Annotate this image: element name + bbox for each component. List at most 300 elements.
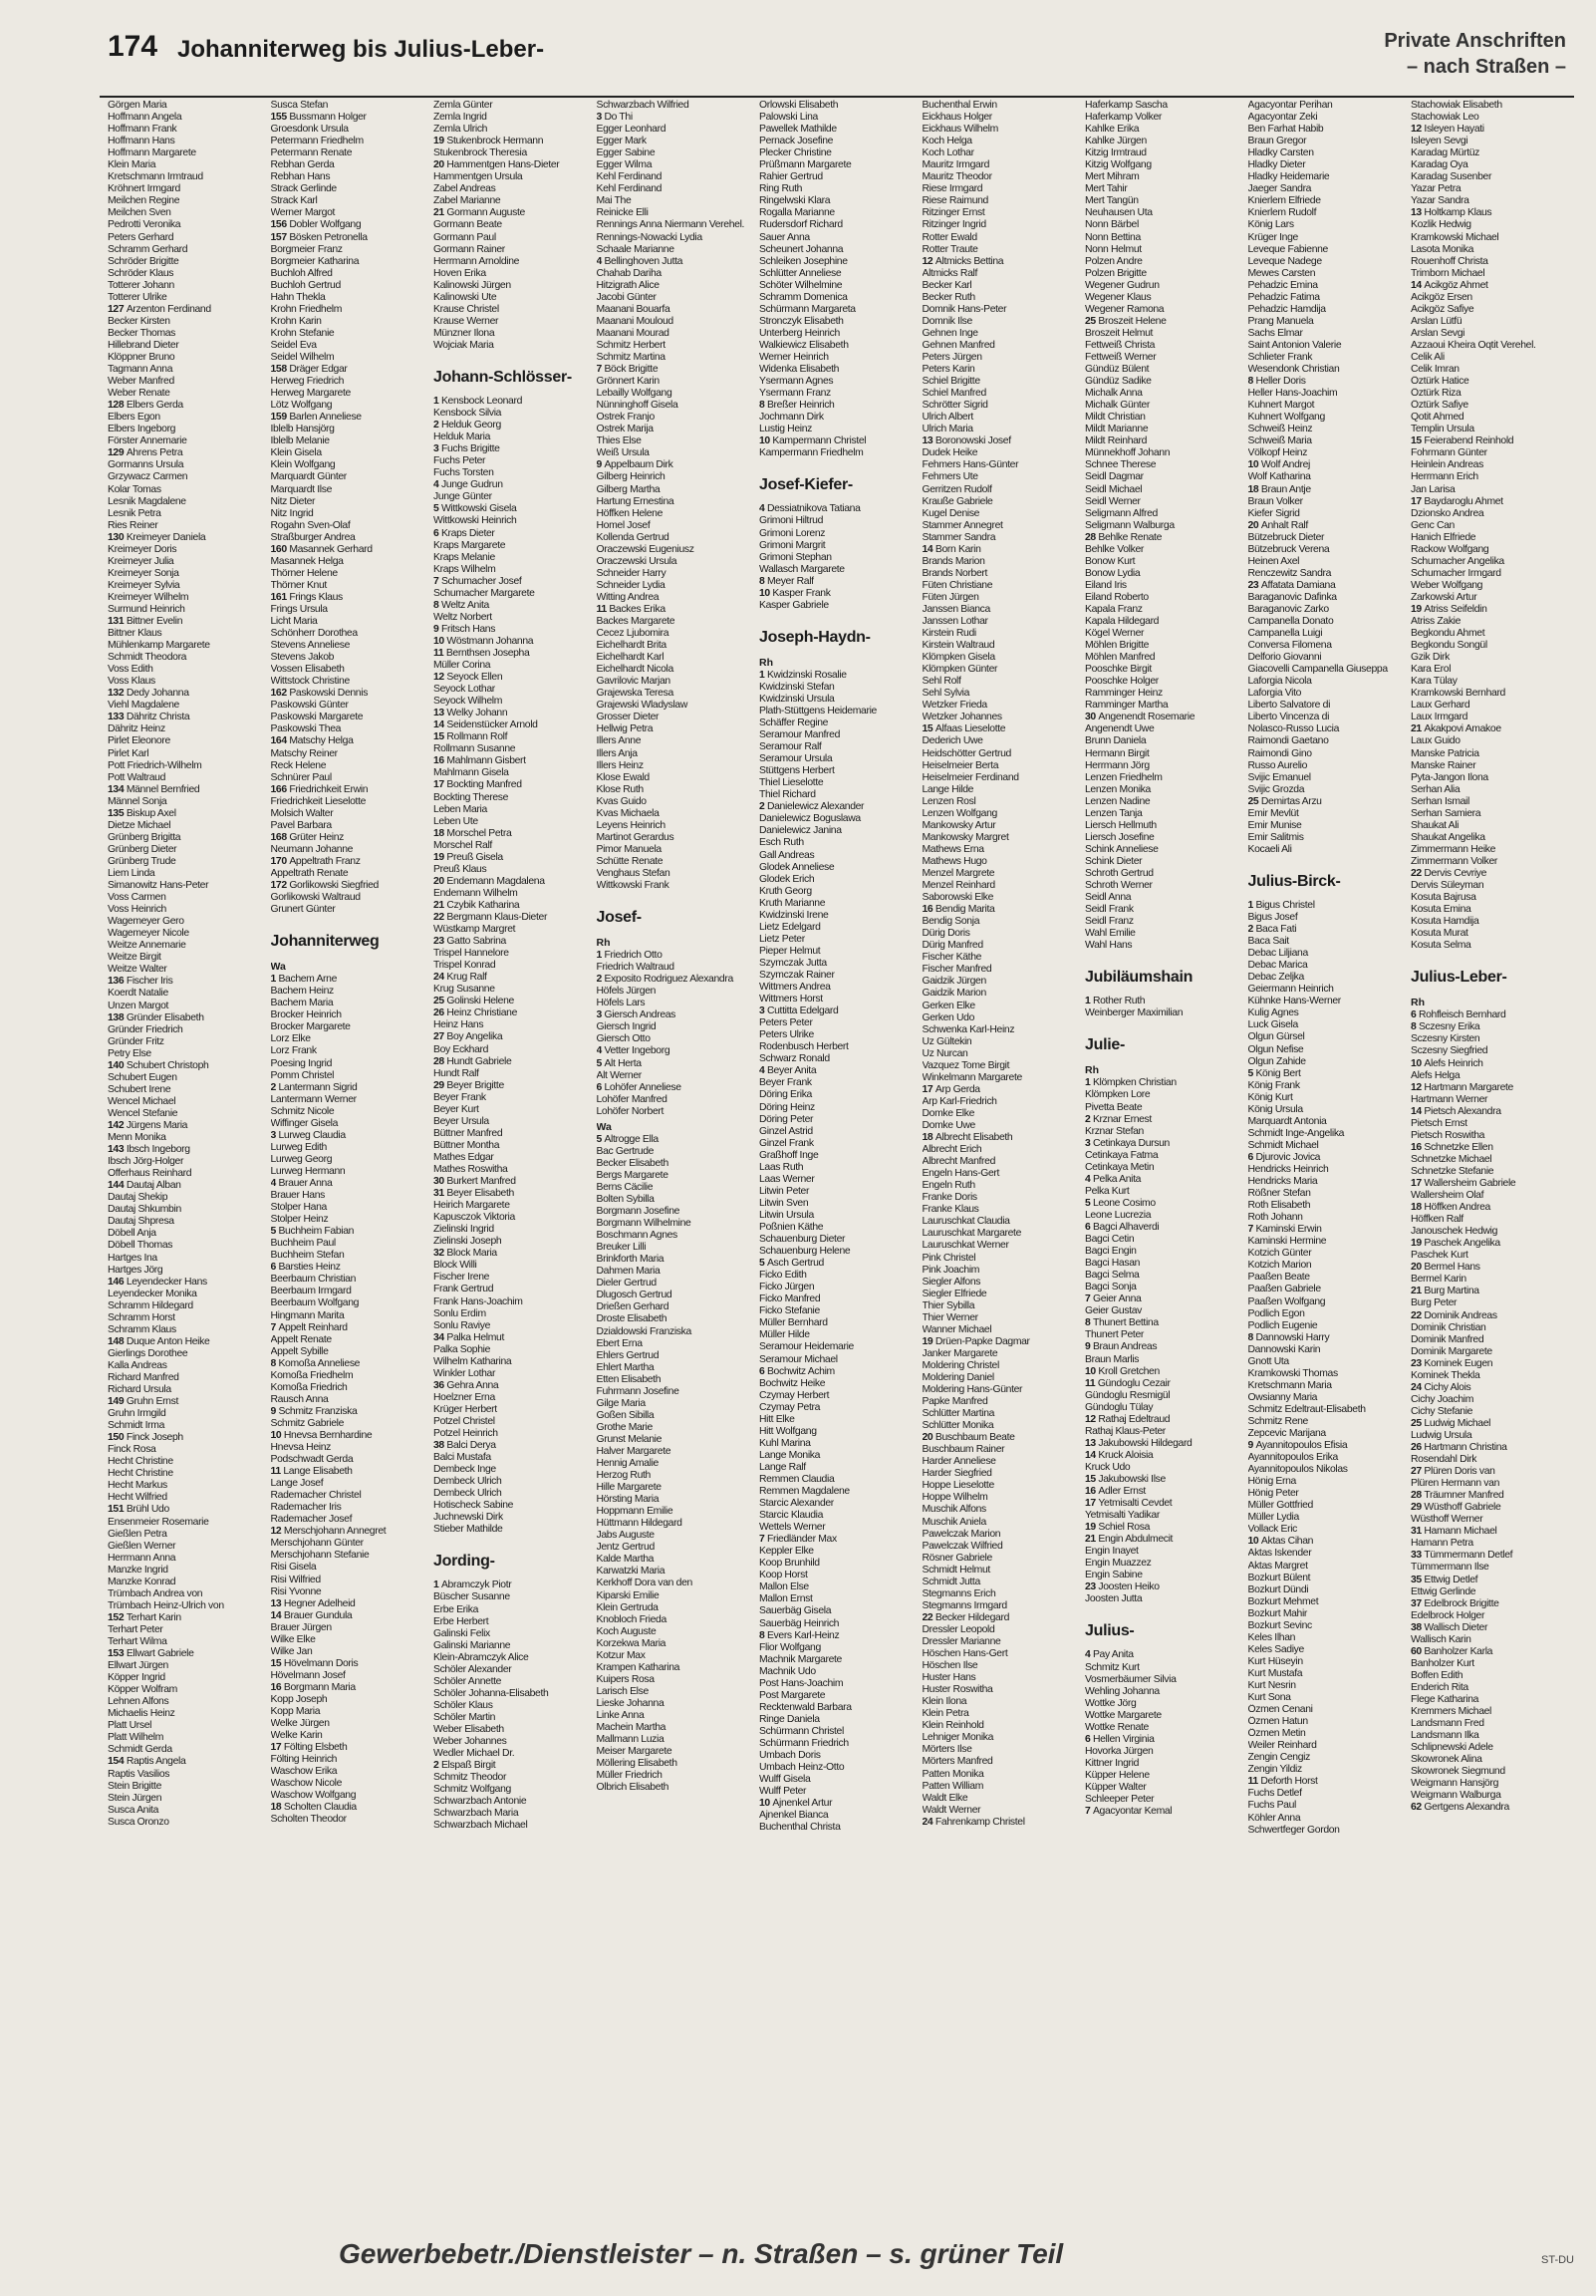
resident-entry: 30 Burkert Manfred [433, 1176, 516, 1188]
house-number: 156 [270, 219, 290, 231]
resident-entry: Eickhaus Holger [922, 112, 992, 124]
resident-entry: Hendricks Maria [1247, 1176, 1318, 1188]
house-number: 8 [433, 599, 441, 611]
resident-entry: 153 Ellwart Gabriele [108, 1648, 194, 1660]
house-number: 10 [1085, 1365, 1099, 1377]
resident-entry: Höffken Helene [596, 507, 664, 519]
resident-entry: Zabel Andreas [433, 183, 496, 195]
resident-entry: Herzog Ruth [596, 1470, 651, 1482]
resident-entry: Pieper Helmut [759, 945, 821, 957]
resident-entry: Litwin Sven [759, 1197, 809, 1209]
resident-entry: Hoppe Wilhelm [922, 1492, 988, 1504]
resident-entry: Schöler Klaus [433, 1699, 493, 1711]
resident-entry: 1 Klömpken Christian [1085, 1077, 1177, 1089]
resident-entry: Nolasco-Russo Lucia [1247, 723, 1340, 735]
resident-entry: Gormann Beate [433, 219, 502, 231]
resident-entry: Knierlem Rudolf [1247, 207, 1317, 219]
resident-entry: 1 Rother Ruth [1085, 996, 1146, 1007]
page-range-title: Johanniterweg bis Julius-Leber- [177, 36, 545, 63]
resident-entry: Sauer Anna [759, 231, 810, 243]
resident-entry: Jentz Gertrud [596, 1542, 655, 1554]
resident-entry: 160 Masannek Gerhard [270, 543, 373, 555]
resident-entry: Schmidt Michael [1247, 1139, 1319, 1151]
resident-entry: Thörner Helene [270, 567, 338, 579]
house-number: 131 [108, 616, 127, 628]
resident-entry: Kraps Wilhelm [433, 563, 496, 575]
resident-entry: Olgun Zahide [1247, 1055, 1306, 1067]
resident-entry: Möhlen Manfred [1085, 652, 1156, 664]
house-number: 148 [108, 1335, 127, 1347]
resident-entry: 13 Holtkamp Klaus [1411, 207, 1492, 219]
house-number: 38 [433, 1440, 447, 1452]
resident-entry: Muschik Aniela [922, 1516, 986, 1528]
house-number: 4 [596, 1045, 605, 1057]
resident-entry: Kapala Hildegard [1085, 616, 1160, 628]
resident-entry: 127 Arzenton Ferdinand [108, 303, 211, 315]
resident-entry: Lesnik Magdalene [108, 495, 186, 507]
house-number: 20 [433, 159, 447, 171]
resident-entry: Wallersheim Olaf [1411, 1190, 1484, 1202]
resident-entry: 7 Böck Brigitte [596, 364, 659, 376]
house-number: 168 [270, 831, 290, 843]
house-number: 15 [1085, 1473, 1099, 1485]
resident-entry: Stevens Jakob [270, 652, 335, 664]
resident-entry: Reinicke Elli [596, 207, 649, 219]
resident-entry: 6 Bagci Alhaverdi [1085, 1221, 1160, 1233]
resident-entry: Leyens Heinrich [596, 819, 665, 831]
resident-entry: 7 Appelt Reinhard [270, 1321, 348, 1333]
resident-entry: Krause Werner [433, 315, 499, 327]
resident-entry: Weber Renate [108, 388, 170, 400]
resident-entry: Thörner Knut [270, 579, 327, 591]
resident-entry: Lurweg Hermann [270, 1165, 346, 1177]
resident-entry: Mai The [596, 195, 632, 207]
house-number: 28 [433, 1055, 447, 1067]
resident-entry: Engeln Ruth [922, 1180, 975, 1192]
resident-entry: Fuchs Detlef [1247, 1788, 1302, 1800]
resident-entry: 19 Schiel Rosa [1085, 1522, 1151, 1534]
resident-entry: 12 Hartmann Margarete [1411, 1081, 1513, 1093]
resident-entry: Seligmann Alfred [1085, 507, 1158, 519]
resident-entry: 21 Burg Martina [1411, 1286, 1479, 1297]
resident-entry: Mathews Hugo [922, 855, 987, 867]
resident-entry: Engin Inayet [1085, 1546, 1139, 1558]
resident-entry: Kuipers Rosa [596, 1673, 655, 1685]
street-heading: Johanniterweg [270, 933, 380, 951]
resident-entry: Wencel Stefanie [108, 1107, 178, 1119]
resident-entry: Plath-Stüttgens Heidemarie [759, 705, 877, 717]
resident-entry: Buschbaum Rainer [922, 1444, 1005, 1456]
resident-entry: 15 Alfaas Lieselotte [922, 723, 1006, 735]
resident-entry: 15 Hövelmann Doris [270, 1657, 359, 1669]
resident-entry: 9 Ayannitopoulos Efisia [1247, 1440, 1348, 1452]
resident-entry: Brands Norbert [922, 567, 988, 579]
resident-entry: Kittner Ingrid [1085, 1757, 1140, 1769]
house-number: 8 [1247, 376, 1256, 388]
resident-entry: Kwidzinski Ursula [759, 693, 835, 705]
resident-entry: Landsmann Ilka [1411, 1730, 1479, 1742]
resident-entry: 30 Angenendt Rosemarie [1085, 712, 1196, 723]
house-number: 21 [1085, 1534, 1099, 1546]
resident-entry: 154 Raptis Angela [108, 1756, 186, 1768]
resident-entry: Droste Elisabeth [596, 1313, 667, 1325]
house-number: 3 [1085, 1137, 1093, 1149]
resident-entry: 14 Brauer Gundula [270, 1609, 353, 1621]
resident-entry: Hoffmann Margarete [108, 147, 196, 159]
resident-entry: Paaßen Wolfgang [1247, 1295, 1326, 1307]
resident-entry: Viehl Magdalene [108, 700, 179, 712]
resident-entry: Bockting Therese [433, 791, 509, 803]
resident-entry: Dürig Doris [922, 928, 970, 940]
resident-entry: Leveque Fabienne [1247, 243, 1328, 255]
resident-entry: Lenzen Rosl [922, 795, 976, 807]
house-number: 172 [270, 880, 290, 892]
resident-entry: 25 Golinski Helene [433, 996, 514, 1007]
house-number: 19 [1411, 1238, 1425, 1250]
house-number: 10 [759, 587, 773, 599]
resident-entry: Koerdt Natalie [108, 988, 168, 1000]
resident-entry: Thier Werner [922, 1311, 978, 1323]
resident-entry: Owsianny Maria [1247, 1391, 1318, 1403]
resident-entry: Lenzen Friedhelm [1085, 771, 1163, 783]
resident-entry: Domke Elke [922, 1107, 975, 1119]
resident-entry: Egger Wilma [596, 159, 653, 171]
resident-entry: Juchnewski Dirk [433, 1512, 503, 1524]
resident-entry: Eiland Iris [1085, 579, 1127, 591]
resident-entry: Zemla Ingrid [433, 112, 487, 124]
resident-entry: Landsmann Fred [1411, 1718, 1484, 1730]
resident-entry: Beyer Frank [759, 1077, 812, 1089]
resident-entry: Conversa Filomena [1247, 640, 1332, 652]
resident-entry: Klose Ewald [596, 771, 650, 783]
resident-entry: Czymay Herbert [759, 1389, 830, 1401]
resident-entry: Templin Ursula [1411, 424, 1474, 435]
house-number: 20 [1411, 1262, 1425, 1274]
resident-entry: Öztürk Hatice [1411, 376, 1469, 388]
resident-entry: Hoffmann Angela [108, 112, 182, 124]
house-number: 138 [108, 1011, 127, 1023]
resident-entry: Vollack Eric [1247, 1524, 1298, 1536]
resident-entry: 152 Terhart Karin [108, 1611, 181, 1623]
street-heading: Julius-Birck- [1247, 872, 1341, 890]
resident-entry: Laas Ruth [759, 1161, 804, 1173]
resident-entry: Koch Lothar [922, 147, 974, 159]
resident-entry: Helduk Maria [433, 431, 491, 443]
resident-entry: Menn Monika [108, 1132, 166, 1144]
resident-entry: Karadag Oya [1411, 159, 1468, 171]
resident-entry: Dzionsko Andrea [1411, 507, 1484, 519]
resident-entry: Kiefer Sigrid [1247, 507, 1300, 519]
resident-entry: Pelka Kurt [1085, 1185, 1130, 1197]
house-number: 12 [922, 255, 935, 267]
house-number: 1 [759, 669, 767, 681]
resident-entry: 17 Baydaroglu Ahmet [1411, 495, 1503, 507]
resident-entry: Erbe Erika [433, 1603, 479, 1615]
house-number: 8 [759, 1629, 767, 1641]
resident-entry: 12 Rathaj Edeltraud [1085, 1413, 1171, 1425]
resident-entry: Kaminski Hermine [1247, 1236, 1327, 1248]
resident-entry: Kehl Ferdinand [596, 171, 663, 183]
resident-entry: Hanich Elfriede [1411, 531, 1476, 543]
resident-entry: Boffen Edith [1411, 1669, 1463, 1681]
resident-entry: Mallon Else [759, 1581, 809, 1593]
resident-entry: Wagemeyer Gero [108, 916, 184, 928]
resident-entry: Korzekwa Maria [596, 1637, 666, 1649]
resident-entry: Brocker Heinrich [270, 1009, 342, 1021]
resident-entry: 23 Joosten Heiko [1085, 1581, 1160, 1593]
resident-entry: Krauße Gabriele [922, 495, 993, 507]
resident-entry: Komoßa Friedhelm [270, 1369, 354, 1381]
house-number: 6 [1085, 1221, 1093, 1233]
resident-entry: Schramm Domenica [759, 291, 848, 303]
house-number: 16 [270, 1681, 284, 1693]
resident-entry: Büttner Montha [433, 1139, 500, 1151]
resident-entry: Kahlke Jürgen [1085, 136, 1147, 147]
resident-entry: Mildt Marianne [1085, 424, 1149, 435]
house-number: 142 [108, 1119, 127, 1131]
house-number: 2 [270, 1081, 279, 1093]
resident-entry: Meilchen Regine [108, 195, 180, 207]
resident-entry: Schumacher Margarete [433, 587, 535, 599]
resident-entry: Banholzer Kurt [1411, 1657, 1474, 1669]
resident-entry: Hoelzner Erna [433, 1391, 495, 1403]
resident-entry: Leben Maria [433, 803, 487, 815]
resident-entry: Wanner Michael [922, 1323, 992, 1335]
resident-entry: 2 Exposito Rodriguez Alexandra [596, 974, 733, 986]
resident-entry: Laas Werner [759, 1173, 815, 1185]
resident-entry: Molsich Walter [270, 807, 334, 819]
house-number: 19 [1411, 603, 1425, 615]
house-number: 31 [433, 1188, 447, 1200]
resident-entry: Kröhnert Irmgard [108, 183, 180, 195]
house-number: 27 [1411, 1466, 1425, 1478]
resident-entry: Kurt Mustafa [1247, 1667, 1303, 1679]
resident-entry: Herrmann Jörg [1085, 759, 1150, 771]
resident-entry: Stein Jürgen [108, 1792, 162, 1804]
resident-entry: 144 Dautaj Alban [108, 1180, 181, 1192]
resident-entry: Grajewski Wladyslaw [596, 700, 688, 712]
resident-entry: Schlipnewski Adele [1411, 1742, 1493, 1754]
resident-entry: Remmen Magdalene [759, 1486, 850, 1498]
resident-entry: Liberto Vincenza di [1247, 712, 1330, 723]
resident-entry: Strack Karl [270, 195, 318, 207]
resident-entry: Sczesny Siegfried [1411, 1045, 1488, 1057]
resident-entry: Laux Guido [1411, 735, 1461, 747]
resident-entry: Dahmen Maria [596, 1266, 661, 1278]
resident-entry: Domke Uwe [922, 1119, 975, 1131]
resident-entry: Knobloch Frieda [596, 1613, 666, 1625]
resident-entry: Scheunert Johanna [759, 243, 844, 255]
resident-entry: Klein Ilona [922, 1696, 967, 1708]
resident-entry: Kasper Gabriele [759, 599, 829, 611]
district-code: Rh [1085, 1064, 1099, 1077]
resident-entry: 10 Kampermann Christel [759, 435, 867, 447]
resident-entry: Ringelwski Klara [759, 195, 831, 207]
resident-entry: Sachs Elmar [1247, 327, 1303, 339]
resident-entry: Joosten Jutta [1085, 1593, 1143, 1605]
resident-entry: Gündoglu Tülay [1085, 1401, 1154, 1413]
house-number: 10 [270, 1429, 284, 1441]
resident-entry: Pawellek Mathilde [759, 124, 837, 136]
house-number: 146 [108, 1276, 127, 1288]
resident-entry: Pawelczak Wilfried [922, 1540, 1003, 1552]
resident-entry: Seramour Ursula [759, 753, 833, 765]
resident-entry: 7 Friedländer Max [759, 1534, 837, 1546]
resident-entry: Herrmann Anna [108, 1552, 176, 1564]
resident-entry: Machnik Margarete [759, 1653, 842, 1665]
house-number: 7 [596, 364, 605, 376]
resident-entry: 19 Drüen-Papke Dagmar [922, 1335, 1030, 1347]
resident-entry: Gierlings Dorothee [108, 1347, 188, 1359]
resident-entry: Winkelmann Margarete [922, 1071, 1022, 1083]
house-number: 13 [922, 435, 935, 447]
resident-entry: 4 Bellinghoven Jutta [596, 255, 683, 267]
resident-entry: Risi Yvonne [270, 1585, 322, 1597]
resident-entry: 4 Junge Gudrun [433, 479, 503, 491]
resident-entry: Schauenburg Helene [759, 1246, 851, 1258]
house-number: 33 [1411, 1550, 1425, 1562]
resident-entry: Kosuta Hamdija [1411, 916, 1479, 928]
resident-entry: Wehling Johanna [1085, 1685, 1160, 1697]
resident-entry: Paskowski Günter [270, 700, 349, 712]
house-number: 20 [922, 1432, 935, 1444]
resident-entry: Münnekhoff Johann [1085, 447, 1171, 459]
resident-entry: 20 Hammentgen Hans-Dieter [433, 159, 560, 171]
resident-entry: Ebert Erna [596, 1337, 643, 1349]
resident-entry: Ben Farhat Habib [1247, 124, 1324, 136]
resident-entry: Stammer Sandra [922, 531, 996, 543]
resident-entry: 31 Hamann Michael [1411, 1526, 1497, 1538]
resident-entry: Waldt Elke [922, 1792, 968, 1804]
resident-entry: Fischer Käthe [922, 952, 982, 964]
resident-entry: 149 Gruhn Ernst [108, 1396, 178, 1408]
resident-entry: Groesdonk Ursula [270, 124, 349, 136]
resident-entry: 6 Lohöfer Anneliese [596, 1081, 681, 1093]
resident-entry: Weiler Reinhard [1247, 1740, 1317, 1752]
resident-entry: Schürmann Margareta [759, 303, 856, 315]
resident-entry: Kruck Udo [1085, 1461, 1131, 1473]
resident-entry: Bonow Lydia [1085, 567, 1141, 579]
resident-entry: Zielinski Ingrid [433, 1224, 494, 1236]
house-number: 5 [270, 1226, 279, 1238]
resident-entry: Siegler Elfriede [922, 1288, 987, 1299]
resident-entry: Gormanns Ursula [108, 459, 184, 471]
resident-entry: Friedrich Waltraud [596, 962, 674, 974]
resident-entry: Mildt Reinhard [1085, 435, 1148, 447]
resident-entry: Brauer Jürgen [270, 1621, 332, 1633]
resident-entry: Stukenbrock Theresia [433, 147, 527, 159]
resident-entry: Azzaoui Kheira Oqtit Verehel. [1411, 339, 1536, 351]
resident-entry: Kuhl Marina [759, 1437, 811, 1449]
resident-entry: Egger Mark [596, 136, 647, 147]
house-number: 12 [1085, 1413, 1099, 1425]
resident-entry: Seidel Eva [270, 339, 317, 351]
resident-entry: Werner Margot [270, 207, 336, 219]
resident-entry: 6 Rohfleisch Bernhard [1411, 1009, 1506, 1021]
resident-entry: Svijic Emanuel [1247, 771, 1311, 783]
house-number: 14 [1411, 1105, 1425, 1117]
resident-entry: 10 Wolf Andrej [1247, 459, 1310, 471]
house-number: 5 [433, 503, 441, 515]
resident-entry: Campanella Donato [1247, 616, 1334, 628]
house-number: 6 [596, 1081, 605, 1093]
resident-entry: Lauruschkat Werner [922, 1240, 1009, 1252]
resident-entry: Schiel Brigitte [922, 376, 980, 388]
resident-entry: Gründer Friedrich [108, 1023, 183, 1035]
resident-entry: 5 Buchheim Fabian [270, 1226, 355, 1238]
resident-entry: Laforgia Nicola [1247, 676, 1312, 688]
resident-entry: Schmitz Theodor [433, 1772, 507, 1784]
resident-entry: Gilberg Martha [596, 483, 661, 495]
resident-entry: Schmidt Helmut [922, 1564, 990, 1576]
directory-column [433, 100, 597, 2202]
resident-entry: Scholten Theodor [270, 1814, 347, 1826]
resident-entry: Lurweg Georg [270, 1153, 333, 1165]
resident-entry: Schweiß Heinz [1247, 424, 1313, 435]
resident-entry: Friedrichkeit Lieselotte [270, 795, 367, 807]
resident-entry: Wottke Renate [1085, 1721, 1149, 1733]
resident-entry: 164 Matschy Helga [270, 735, 354, 747]
resident-entry: 8 Evers Karl-Heinz [759, 1629, 840, 1641]
house-number: 12 [270, 1526, 284, 1538]
resident-entry: 136 Fischer Iris [108, 976, 173, 988]
resident-entry: Bochwitz Heike [759, 1377, 826, 1389]
resident-entry: Trümbach Andrea von [108, 1587, 203, 1599]
resident-entry: Stammer Annegret [922, 519, 1003, 531]
house-number: 32 [433, 1248, 447, 1260]
resident-entry: Stüttgens Herbert [759, 765, 835, 777]
resident-entry: Hartmann Werner [1411, 1093, 1488, 1105]
resident-entry: Beerbaum Irmgard [270, 1286, 352, 1297]
resident-entry: Podlich Eugenie [1247, 1319, 1318, 1331]
resident-entry: 22 Becker Hildegard [922, 1611, 1010, 1623]
resident-entry: Recktenwald Barbara [759, 1701, 852, 1713]
resident-entry: Rademacher Josef [270, 1514, 353, 1526]
resident-entry: Trümbach Heinz-Ulrich von [108, 1599, 224, 1611]
resident-entry: Iblelb Melanie [270, 435, 330, 447]
resident-entry: Serhan Samiera [1411, 807, 1481, 819]
resident-entry: Wiffinger Gisela [270, 1117, 339, 1129]
resident-entry: Homel Josef [596, 519, 651, 531]
resident-entry: Stein Brigitte [108, 1780, 162, 1792]
house-number: 7 [1085, 1806, 1093, 1818]
house-number: 8 [1085, 1317, 1093, 1329]
resident-entry: Dannowski Karin [1247, 1343, 1321, 1355]
resident-entry: Döring Peter [759, 1113, 814, 1125]
resident-entry: Lohöfer Manfred [596, 1093, 667, 1105]
resident-entry: Schramm Hildegard [108, 1299, 193, 1311]
resident-entry: Peters Gerhard [108, 231, 174, 243]
resident-entry: Peters Peter [759, 1017, 813, 1029]
resident-entry: Broszeit Helmut [1085, 327, 1154, 339]
resident-entry: Fettweiß Christa [1085, 339, 1156, 351]
resident-entry: Fuhrmann Josefine [596, 1385, 679, 1397]
resident-entry: 4 Beyer Anita [759, 1065, 817, 1077]
resident-entry: Ring Ruth [759, 183, 803, 195]
resident-entry: Tümmermann Ilse [1411, 1562, 1489, 1574]
resident-entry: Zemla Günter [433, 100, 493, 111]
house-number: 17 [1411, 495, 1425, 507]
resident-entry: Klein Gertruda [596, 1601, 659, 1613]
resident-entry: Aktas Margret [1247, 1560, 1308, 1572]
resident-entry: 3 Cuttitta Edelgard [759, 1005, 839, 1017]
resident-entry: Machein Martha [596, 1722, 666, 1734]
resident-entry: Ritzinger Ingrid [922, 219, 986, 231]
resident-entry: 8 Komoßa Anneliese [270, 1357, 361, 1369]
resident-entry: Mildt Christian [1085, 412, 1146, 424]
resident-entry: Licht Maria [270, 616, 318, 628]
resident-entry: Waschow Nicole [270, 1778, 343, 1790]
